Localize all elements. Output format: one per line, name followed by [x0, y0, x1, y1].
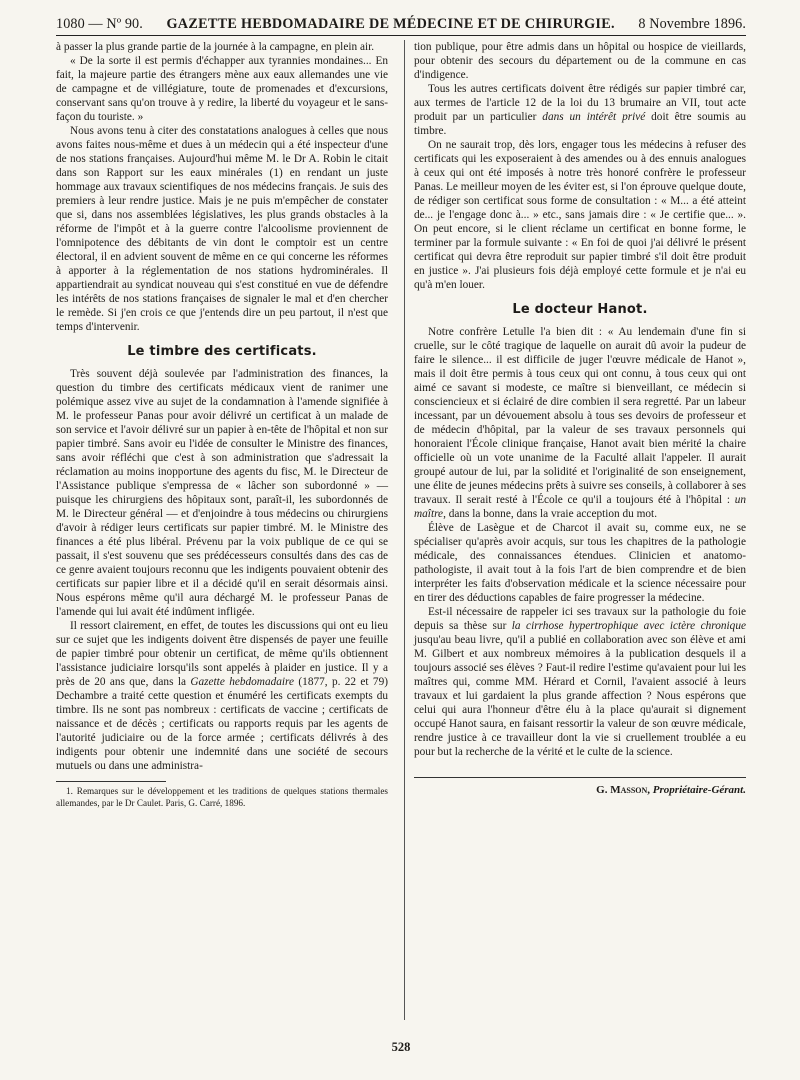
column-rule	[404, 40, 405, 1020]
signature-title: Propriétaire-Gérant.	[652, 784, 746, 796]
paragraph: Il ressort clairement, en effet, de toutes les discussions qui ont eu lieu sur ce sujet que les indigents doivent être dispensés de payer une feuille de papier timbré pour obtenir un certificat, de même qu'ils obtiennent l'assistance judiciaire lorsqu'ils sont appelés à plaider en justice. Il y a près de 20 ans que, dans la Gazette hebdomadaire (1877, p. 22 et 79) Dechambre a traité cette question et énuméré les certificats exempts du timbre. Ils ne sont pas nombreux : certificats de vaccine ; certificats de naissance et de décès ; certificats ou rapports requis par les agents de l'autorité judiciaire ou de la force armée ; certificats délivrés à des indigents pour obtenir une indemnité dans une société de secours mutuels ou dans une administra-	[56, 620, 388, 772]
paragraph: Notre confrère Letulle l'a bien dit : « Au lendemain d'une fin si cruelle, sur le côté tragique de laquelle on aurait dû avoir la pudeur de faire le silence... il est difficile de juger l'œuvre médicale de Hanot », mais il doit être permis à tous ceux qui ont connu, à tous ceux qui ont aimé ce savant si modeste, ce maître si bienveillant, ce médecin si consciencieux et si éclairé de dire combien il sera regretté. Par un labeur incessant, par un dévouement absolu à tous ses devoirs de professeur et de médecin d'hôpital, par la valeur de ses travaux personnels qui honoraient l'École clinique française, Hanot avait bien mérité la chaire officielle où un vote unanime de la Faculté allait l'appeler. Il aurait groupé autour de lui, par la solidité et l'originalité de son enseignement, une élite de jeunes médecins prêts à suivre ses conseils, à collaborer à ses travaux. Il serait resté à l'École ce qu'il a toujours été à l'hôpital : un maître, dans la bonne, dans la vraie acception du mot.	[414, 326, 746, 520]
issue-date: 8 Novembre 1896.	[638, 16, 746, 32]
signature	[414, 784, 746, 796]
running-header	[56, 14, 746, 34]
italic-text: dans un intérêt privé	[542, 111, 646, 123]
newspaper-page	[56, 14, 746, 1066]
paragraph: Nous avons tenu à citer des constatations analogues à celles que nous avons faites nous-même et dues à un médecin qui a été inspecteur d'une de nos stations françaises. Aujourd'hui même M. le Dr A. Robin le citait dans son Rapport sur les eaux minérales (1) en rendant un juste hommage aux travaux scientifiques de nos médecins français. Je suis des premiers à leur rendre justice. Mais je ne puis m'empêcher de constater que si, dans nos assemblées législatives, les plus grands obstacles à la réforme de l'impôt et à la guerre contre l'alcoolisme proviennent de l'omnipotence des débitants de vin dont le comptoir est un centre électoral, il en advient souvent de même en ce qui concerne les réformes à apporter à la réglementation de nos stations hydrominérales. Il appartiendrait au syndicat nouveau qui s'est constitué en vue de défendre les intérêts de nos stations françaises de signaler le mal et d'en chercher le remède. Si j'en crois ce que j'entends dire un peu partout, il n'est que temps d'intervenir.	[56, 125, 388, 333]
italic-text: Gazette hebdomadaire	[190, 676, 295, 688]
paragraph: On ne saurait trop, dès lors, engager tous les médecins à refuser des certificats qui les exposeraient à des amendes ou à des ennuis analogues à ceux qui ont été imposés à notre très honoré confrère le professeur Panas. Le meilleur moyen de les éviter est, si l'on éprouve quelque doute, de rédiger son certificat sous forme de consultation : « M... a été atteint de... je l'engage donc à... » etc., sans jamais dire : « Je certifie que... ». On peut encore, si le client réclame un certificat en bonne forme, le terminer par la formule suivante : « En foi de quoi j'ai délivré le présent certificat qui devra être reproduit sur papier timbré s'il doit être produit en justice ». J'ai plusieurs fois déjà employé cette formule et je n'ai eu qu'à m'en louer.	[414, 139, 746, 291]
paragraph: à passer la plus grande partie de la journée à la campagne, en plein air.	[56, 41, 375, 53]
paragraph: Est-il nécessaire de rappeler ici ses travaux sur la pathologie du foie depuis sa thèse sur la cirrhose hypertrophique avec ictère chronique jusqu'au beau livre, qu'il a publié en collaboration avec son élève et ami M. Gilbert et aux nombreux mémoires à la publication desquels il a toujours associé ses élèves ? Faut-il redire l'estime qu'avaient pour lui les maîtres qui, comme MM. Hérard et Cornil, l'avaient associé à leurs travaux et lui gardaient la plus grande affection ? Nous espérons que celui qui aura l'honneur d'être élu à la place qu'aurait si dignement occupé Hanot saura, en faisant ressortir la valeur de son œuvre médicale, rendre justice à ce travailleur dont la vie si cruellement troublée a eu pour but la recherche de la vérité et le culte de la science.	[414, 606, 746, 758]
two-column-body	[56, 40, 746, 1025]
footnote-rule	[56, 781, 166, 782]
page-issue-number: 1080 — Nº 90.	[56, 16, 143, 32]
section-heading-timbre: Le timbre des certificats.	[127, 344, 317, 359]
paragraph: Tous les autres certificats doivent être rédigés sur papier timbré car, aux termes de l'article 12 de la loi du 13 brumaire an VII, tout acte produit par un particulier dans un intérêt privé doit être soumis au timbre.	[414, 83, 746, 137]
paragraph: tion publique, pour être admis dans un hôpital ou hospice de vieillards, pour obtenir des secours du département ou de la commune en cas d'indigence.	[414, 41, 746, 81]
right-column	[414, 40, 746, 1025]
header-rule	[56, 35, 746, 36]
signature-rule	[414, 777, 746, 778]
paragraph: « De la sorte il est permis d'échapper aux tyrannies mondaines... En fait, la majeure partie des étrangers mène aux eaux allemandes une vie de campagne et de villégiature, toute de promenades et d'excursions, conservant sans qu'on trouve à y redire, la liberté du voyageur et le sans-façon du touriste. »	[56, 55, 388, 123]
footnote: 1. Remarques sur le développement et les traditions de quelques stations thermales allemandes, par le Dr Caulet. Paris, G. Carré, 1896.	[56, 786, 388, 808]
italic-text: un maître	[414, 494, 746, 520]
paragraph: Très souvent déjà soulevée par l'administration des finances, la question du timbre des certificats médicaux vient de ranimer une polémique assez vive au sujet de la condamnation à l'amende signifiée à M. le professeur Panas pour avoir délivré un certificat à un malade de son service et l'avoir délivré sur un papier à en-tête de l'hôpital et non sur papier timbré. Sans avoir eu l'idée de consulter le Ministre des finances, sans avoir réfléchi que c'est à son administration que s'adressait la réclamation au moins inopportune des agents du fisc, M. le Directeur de l'Assistance publique s'empressa de « lâcher son subordonné » — puisque les chirurgiens des hôpitaux sont, paraît-il, les subordonnés de M. le Directeur général — et d'enjoindre à tous médecins ou chirurgiens d'avoir à rédiger leurs certificats sur papier timbré. M. le Ministre des finances a été plus libéral. Prévenu par la voix publique de ce qui se passait, il s'est souvenu que ses prédécesseurs consultés dans des cas de ce genre avaient toujours reconnu que les indigents pouvaient obtenir des certificats sur papier libre et il a décidé qu'il en serait désormais ainsi. Nous espérons même qu'il aura déchargé M. le professeur Panas de l'amende qui lui avait été indûment infligée.	[56, 368, 388, 618]
paragraph: Élève de Lasègue et de Charcot il avait su, comme eux, ne se spécialiser qu'après avoir acquis, sur tous les chapitres de la pathologie médicale, des connaissances étendues. Clinicien et anatomo-pathologiste, il avait tout à la fois l'art de bien comprendre et de bien interpréter les faits d'observation médicale et la science nécessaire pour en tirer des déductions capables de faire progresser la médecine.	[414, 522, 746, 604]
page-number: 528	[391, 1040, 411, 1054]
journal-title: GAZETTE HEBDOMADAIRE DE MÉDECINE ET DE CHIRURGIE.	[166, 16, 615, 32]
italic-text: la cirrhose hypertrophique avec ictère chronique	[511, 620, 746, 632]
signature-name: G. Masson,	[596, 784, 651, 796]
left-column	[56, 40, 388, 1025]
section-heading-hanot: Le docteur Hanot.	[512, 302, 648, 317]
